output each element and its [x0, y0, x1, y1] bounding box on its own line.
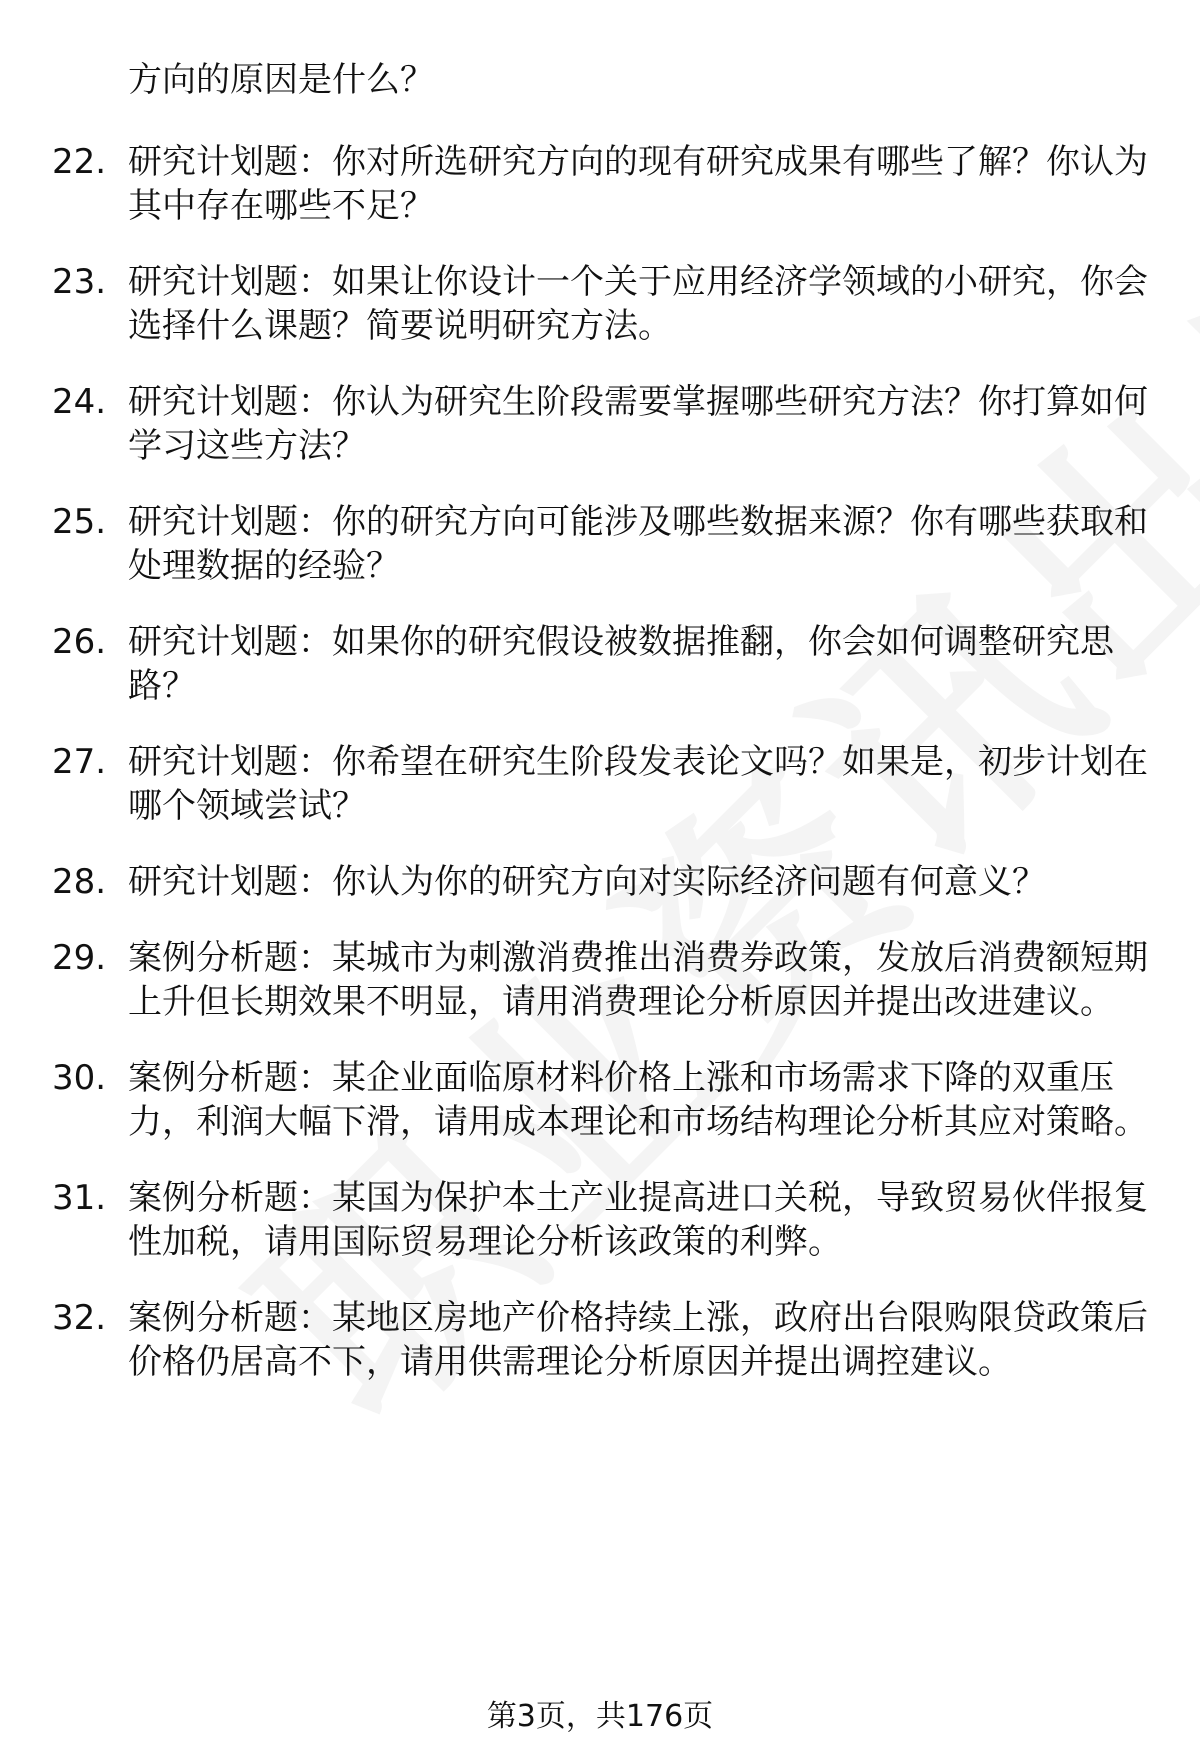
question-number: 23. [52, 262, 107, 302]
question-list [0, 140, 1200, 1384]
question-text: 案例分析题：某企业面临原材料价格上涨和市场需求下降的双重压力，利润大幅下滑，请用成本理论和市场结构理论分析其应对策略。 [128, 1058, 1148, 1142]
question-number: 27. [52, 742, 107, 782]
question-number: 32. [52, 1298, 107, 1338]
question-number: 28. [52, 862, 107, 902]
question-item [0, 860, 1200, 904]
question-item [0, 1296, 1200, 1384]
question-text: 研究计划题：如果你的研究假设被数据推翻，你会如何调整研究思路？ [128, 622, 1114, 706]
question-number: 30. [52, 1058, 107, 1098]
question-item [0, 1176, 1200, 1264]
question-item [0, 620, 1200, 708]
question-text: 研究计划题：你的研究方向可能涉及哪些数据来源？你有哪些获取和处理数据的经验？ [128, 502, 1148, 586]
question-number: 31. [52, 1178, 107, 1218]
question-text: 研究计划题：你认为你的研究方向对实际经济问题有何意义？ [128, 862, 1046, 902]
question-text: 案例分析题：某国为保护本土产业提高进口关税，导致贸易伙伴报复性加税，请用国际贸易理论分析该政策的利弊。 [128, 1178, 1148, 1262]
question-number: 25. [52, 502, 107, 542]
question-number: 29. [52, 938, 107, 978]
question-item [0, 380, 1200, 468]
question-text: 研究计划题：你希望在研究生阶段发表论文吗？如果是，初步计划在哪个领域尝试？ [128, 742, 1148, 826]
question-item [0, 936, 1200, 1024]
question-text: 研究计划题：你对所选研究方向的现有研究成果有哪些了解？你认为其中存在哪些不足？ [128, 142, 1148, 226]
question-number: 24. [52, 382, 107, 422]
question-item [0, 740, 1200, 828]
page-number-footer: 第3页，共176页 [486, 1699, 714, 1734]
question-item [0, 140, 1200, 228]
question-text: 案例分析题：某城市为刺激消费推出消费券政策，发放后消费额短期上升但长期效果不明显，请用消费理论分析原因并提出改进建议。 [128, 938, 1148, 1022]
question-number: 22. [52, 142, 107, 182]
continued-text: 方向的原因是什么？ [128, 60, 434, 100]
question-text: 研究计划题：你认为研究生阶段需要掌握哪些研究方法？你打算如何学习这些方法？ [128, 382, 1148, 466]
question-item [0, 1056, 1200, 1144]
question-item [0, 500, 1200, 588]
question-text: 案例分析题：某地区房地产价格持续上涨，政府出台限购限贷政策后价格仍居高不下，请用供需理论分析原因并提出调控建议。 [128, 1298, 1148, 1382]
question-text: 研究计划题：如果让你设计一个关于应用经济学领域的小研究，你会选择什么课题？简要说明研究方法。 [128, 262, 1148, 346]
question-number: 26. [52, 622, 107, 662]
question-item [0, 260, 1200, 348]
